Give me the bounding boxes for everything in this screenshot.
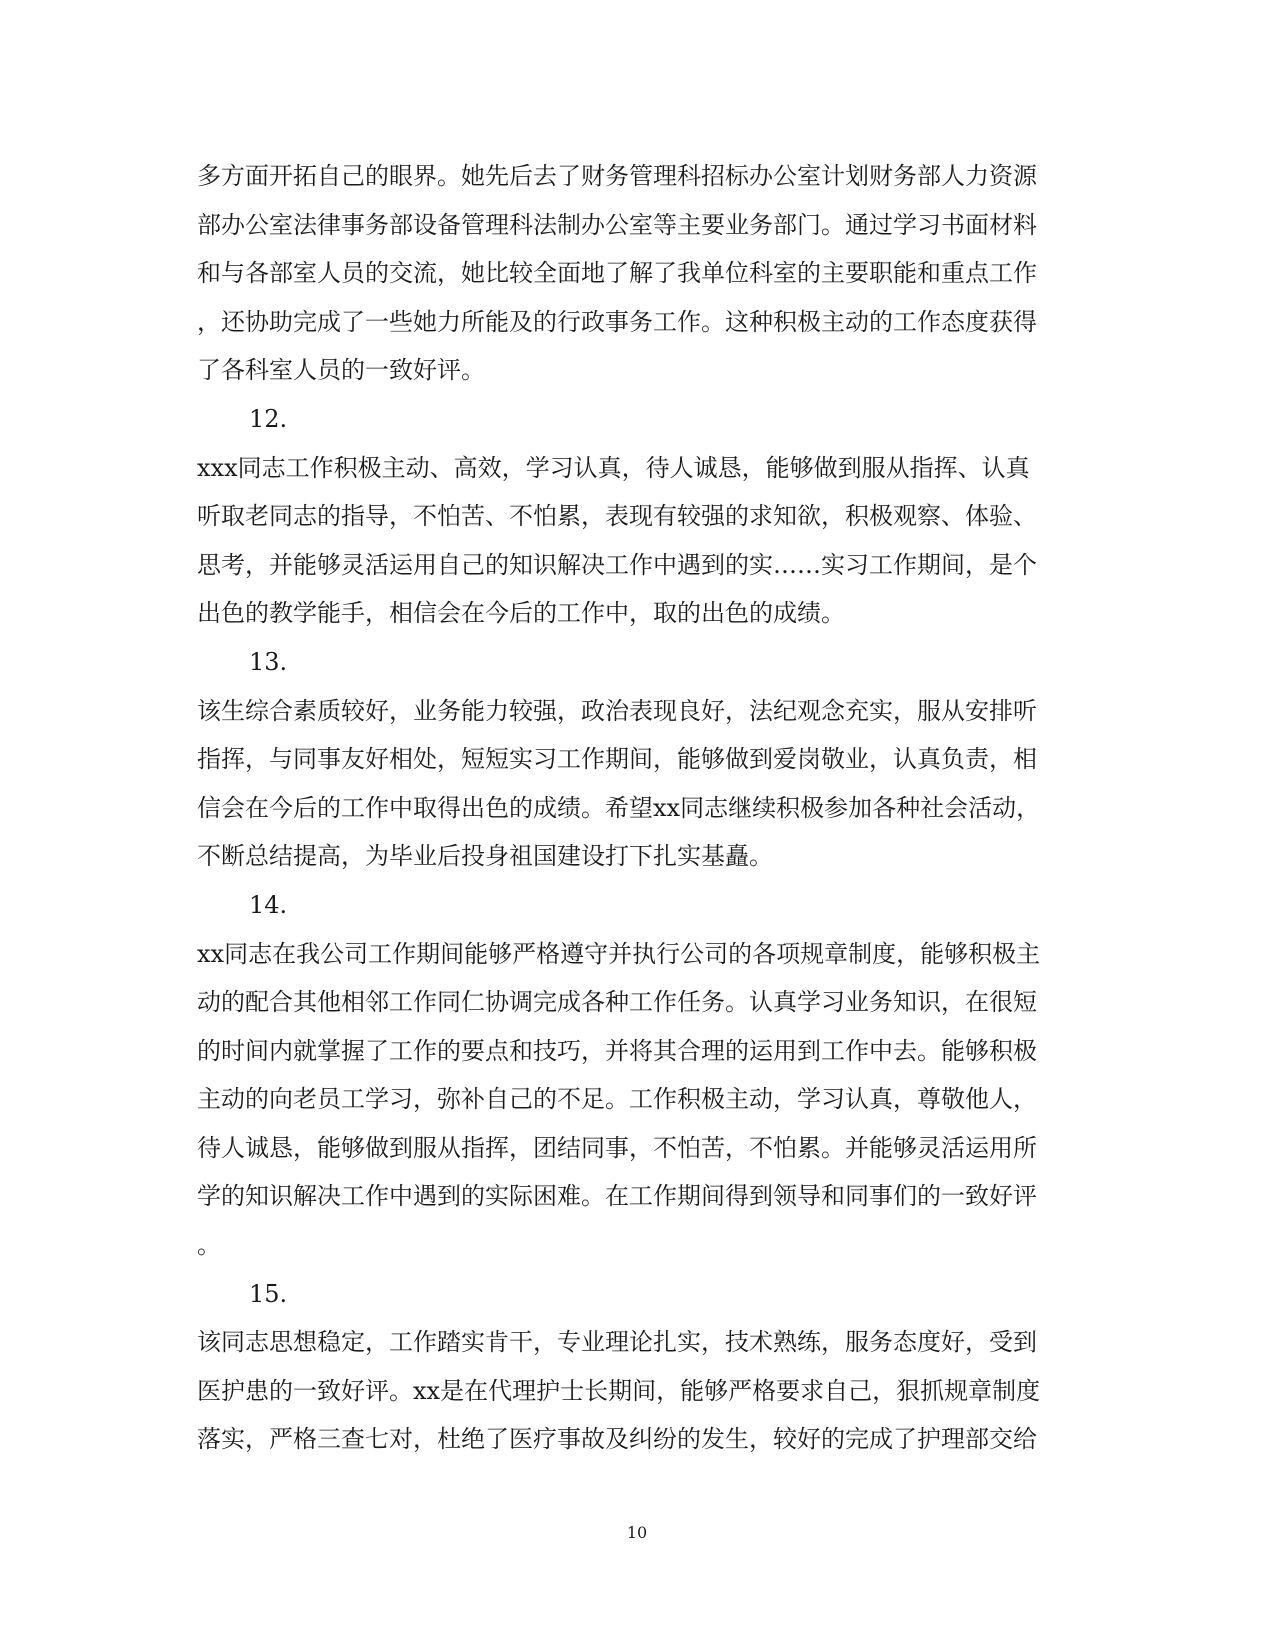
page-number: 10: [626, 1523, 648, 1542]
paragraph-line: 待人诚恳，能够做到服从指挥，团结同事，不怕苦，不怕累。并能够灵活运用所: [197, 1133, 1037, 1162]
item-number-14: 14.: [249, 890, 288, 919]
paragraph-line: 指挥，与同事友好相处，短短实习工作期间，能够做到爱岗敬业，认真负责，相: [197, 745, 1037, 774]
paragraph-line: 的时间内就掌握了工作的要点和技巧，并将其合理的运用到工作中去。能够积极: [197, 1036, 1037, 1065]
paragraph-line: 信会在今后的工作中取得出色的成绩。希望xx同志继续积极参加各种社会活动，: [197, 793, 1041, 822]
paragraph-line: 和与各部室人员的交流，她比较全面地了解了我单位科室的主要职能和重点工作: [197, 259, 1037, 288]
paragraph-line: 部办公室法律事务部设备管理科法制办公室等主要业务部门。通过学习书面材料: [197, 210, 1037, 239]
paragraph-line: 医护患的一致好评。xx是在代理护士长期间，能够严格要求自己，狠抓规章制度: [197, 1376, 1041, 1405]
paragraph-line: 主动的向老员工学习，弥补自己的不足。工作积极主动，学习认真，尊敬他人，: [197, 1085, 1037, 1114]
paragraph-line: 了各科室人员的一致好评。: [197, 356, 485, 385]
paragraph-line: 听取老同志的指导，不怕苦、不怕累，表现有较强的求知欲，积极观察、体验、: [197, 502, 1037, 531]
paragraph-line: 多方面开拓自己的眼界。她先后去了财务管理科招标办公室计划财务部人力资源: [197, 162, 1037, 190]
item-number-15: 15.: [249, 1279, 288, 1308]
paragraph-line: 落实，严格三查七对，杜绝了医疗事故及纠纷的发生，较好的完成了护理部交给: [197, 1425, 1037, 1454]
body-text: [197, 152, 1077, 1464]
paragraph-line: 不断总结提高，为毕业后投身祖国建设打下扎实基矗。: [197, 842, 773, 871]
paragraph-line: 学的知识解决工作中遇到的实际困难。在工作期间得到领导和同事们的一致好评: [197, 1182, 1037, 1211]
paragraph-line: 。: [197, 1231, 221, 1260]
paragraph-line: xx同志在我公司工作期间能够严格遵守并执行公司的各项规章制度，能够积极主: [197, 939, 1041, 968]
paragraph-line: xxx同志工作积极主动、高效，学习认真，待人诚恳，能够做到服从指挥、认真: [197, 453, 1030, 482]
paragraph-line: ，还协助完成了一些她力所能及的行政事务工作。这种积极主动的工作态度获得: [197, 307, 1037, 336]
paragraph-line: 该生综合素质较好，业务能力较强，政治表现良好，法纪观念充实，服从安排听: [197, 696, 1037, 725]
paragraph-line: 出色的教学能手，相信会在今后的工作中，取的出色的成绩。: [197, 599, 845, 628]
paragraph-line: 动的配合其他相邻工作同仁协调完成各种工作任务。认真学习业务知识，在很短: [197, 988, 1037, 1017]
item-number-13: 13.: [249, 647, 288, 676]
paragraph-line: 该同志思想稳定，工作踏实肯干，专业理论扎实，技术熟练，服务态度好，受到: [197, 1328, 1037, 1357]
paragraph-line: 思考，并能够灵活运用自己的知识解决工作中遇到的实……实习工作期间，是个: [197, 550, 1037, 579]
item-number-12: 12.: [249, 404, 288, 433]
